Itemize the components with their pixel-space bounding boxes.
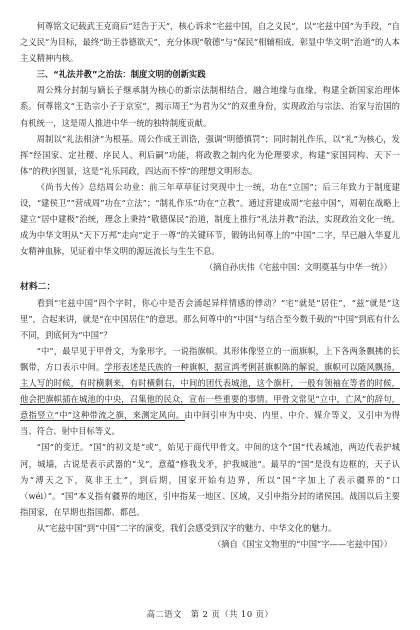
text-run: “中”，最早见于甲骨文，为象形字，一说指旗帜。其形体像竖立的一面旗帜，上下各两条飘拂的长飘带，方口表示中间。 (20, 345, 400, 372)
paragraph: 看到“宅兹中国”四个字时，你心中是否会涌起异样情感的悸动？“宅”就是“居住”，“兹”就是“这里”，合起来讲，就是“在中国居住”的意思。那么何尊中的“中国”与结合至今数千载的“中国”到底有什么不同，到底何为“中国”？ (20, 297, 400, 340)
section-heading: 三、“礼法并教”之治法：制度文明的创新实践 (36, 69, 206, 80)
paragraph (20, 343, 400, 440)
paragraph: 周制以“礼法相济”为根基。周公作成王训诰，强调“明德慎罚”；同时制礼作乐，以“礼”为核心，发挥“经国家、定社稷、序民人、利后嗣”功能，将政教之制内化为伦理要求，构建“家国同构、天下一体”的秩序图景，这是“礼乐同政，四达而不悖”的理想文明形态。 (20, 133, 400, 176)
paragraph: 周公殊分封制与嫡长子继承制为核心的新宗法制相结合，融合地缘与血缘，构建全新国家治理体系。何尊铭文“王诰宗小子于京室”，揭示周王“为君为父”的双重身份，实现政治与宗法、治家与治国的有机统一，这是周人推进中华一统的独特制度贡献。 (20, 85, 400, 128)
source-citation: （摘自《国宝文物里的“中国”字——宅兹中国》） (212, 539, 392, 549)
material-title: 材料二： (20, 281, 56, 292)
paragraph: “国”的变迁。“国”的初文是“或”，始见于商代甲骨文。中间的这个“国”代表城池，两边代表护城河，城墙，古说是表示武器的“戈”，意蕴“修我戈矛，护我城池”。最早的“国”是没有边框的，天子认为“溥天之下，莫非王土”，到后期，国家开始有边界，所以“国”字加上了表示疆界的“口（wéi）”。“国”本义指有疆界的地区，引申指某一地区、区域，又引申指分封的诸侯国。战国以后主要指国家，在早期也指国都、都邑。 (20, 442, 400, 517)
page-footer: 高二语文 第 2 页（共 10 页） (146, 609, 274, 619)
paragraph: 何尊铭文记载武王克商后“廷告于天”，核心诉求“宅兹中国，自之义民”，以“宅兹中国”为手段，“自之义民”为目标，最终“助王恭德欲天”，充分体现“敬德”与“保民”相辅相成，彰显中华文明“治道”的人本主义精神内核。 (20, 21, 400, 64)
paragraph: 从“宅兹中国”到“中国”二字的演变，我们会感受到汉字的魅力、中华文化的魅力。 (36, 522, 337, 533)
text-run: 由中间引申为中央、内里、中介、媒介等义，又引申为得当、符合、射中目标等义。 (20, 410, 400, 437)
underlined-text: 学形表述是氏族的一种旗帜，据宣鸿考俐甚旗帜陈的解说，旗帜可以随风飘扬，主人写的时候，有时横剩来，有时横剩右，中间的团代表城池，这个旗杆，一般有领袖在等者的时候，他会把旗帜插在城池的中央，召集他的民众，宣布一些重要的事情。甲骨文常见“立中，亡风”的辞句，意指竖立“中”这种带流之旗，来测定风向。 (20, 361, 401, 421)
paragraph: 《尚书大传》总结周公功业：前三年草草征讨突现中土一统，功在“立国”；后三年致力于制度建设，“建侯卫”“营成周”功在“立法”；“制礼作乐”功在“立教”。通过营建成周“宅兹中国”，周朝在战略上建立“居中建极”治统，理念上秉持“敬德保民”治道，制度上推行“礼法并教”治法，实现政治文化一统。成为中华文明从“天下万邦”走向“定于一尊”的关键环节，锻铸出何尊上的“中国”二字，早已融入华夏儿女精神血脉，见证着中华文明的源远流长与生生不息。 (20, 181, 400, 257)
source-citation: （摘自孙庆伟《宅兹中国：文明奠基与中华一统》） (204, 262, 392, 273)
